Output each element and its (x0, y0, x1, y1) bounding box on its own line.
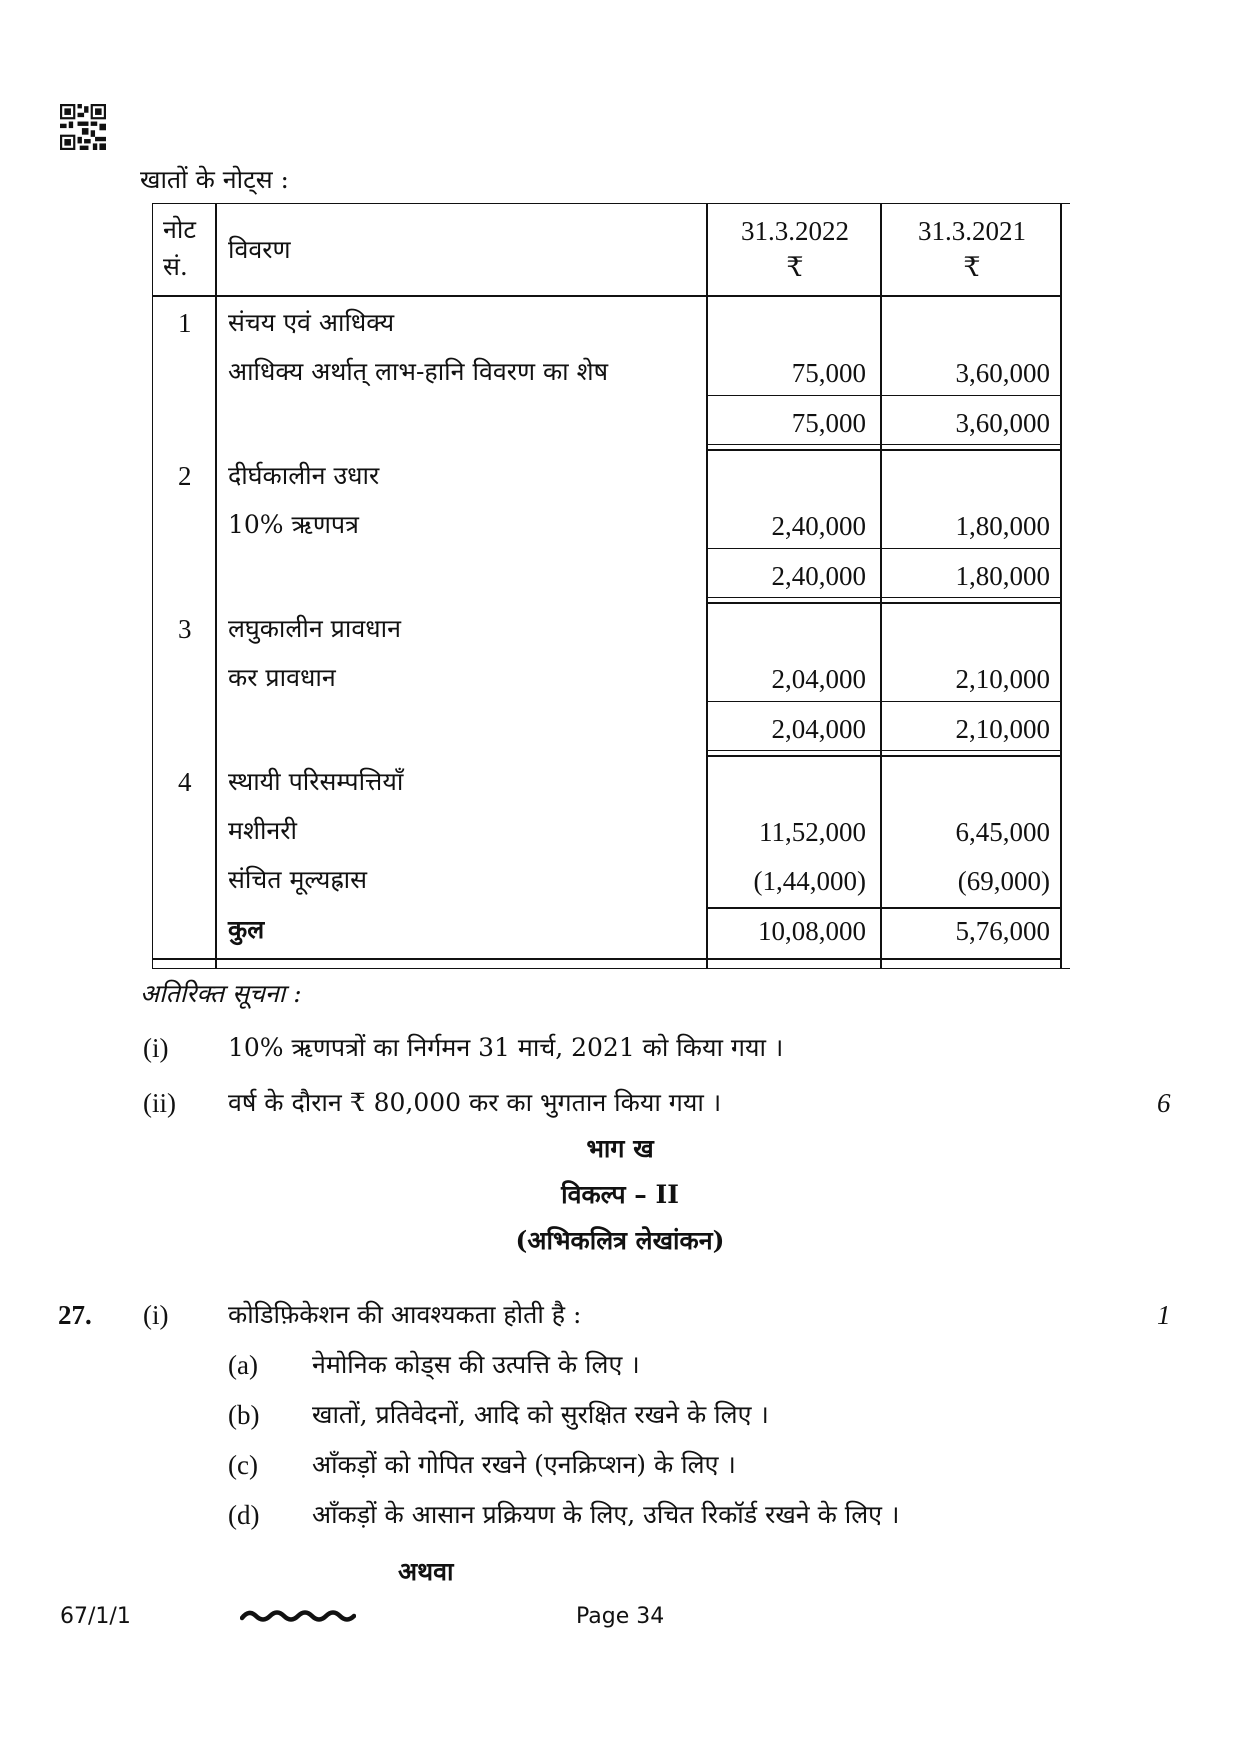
question-marks: 1 (1157, 1300, 1171, 1330)
note-row-label: 10% ऋणपत्र (228, 510, 359, 539)
option-text: आँकड़ों के आसान प्रक्रियण के लिए, उचित रिकॉर्ड रखने के लिए । (312, 1500, 900, 1529)
note-total-2022: 75,000 (791, 408, 866, 438)
double-rule (706, 602, 1062, 604)
header-col1-unit: ₹ (786, 252, 804, 282)
note-row-value-2022: 2,40,000 (771, 511, 866, 541)
double-rule (706, 449, 1062, 451)
note-row-value-2022: 75,000 (791, 358, 866, 388)
note-row-value-2022: (1,44,000) (753, 866, 866, 896)
table-divider (215, 203, 217, 969)
table-bottom-rule (152, 958, 1062, 960)
question-text: कोडिफ़िकेशन की आवश्यकता होती है : (228, 1300, 582, 1329)
header-col2-date: 31.3.2021 (918, 216, 1026, 246)
note-total-2021: 5,76,000 (955, 916, 1050, 946)
note-title: स्थायी परिसम्पत्तियाँ (228, 767, 404, 796)
info-text: 10% ऋणपत्रों का निर्गमन 31 मार्च, 2021 को किया गया । (228, 1033, 784, 1062)
double-rule (706, 755, 1062, 757)
note-row-label: कर प्रावधान (228, 663, 336, 692)
additional-info-heading: अतिरिक्त सूचना : (140, 979, 302, 1008)
total-rule (706, 907, 1062, 909)
info-text: वर्ष के दौरान ₹ 80,000 कर का भुगतान किया गया । (228, 1088, 722, 1117)
note-total-label: कुल (228, 915, 265, 944)
header-particulars: विवरण (228, 235, 291, 264)
footer-page: Page 34 (576, 1604, 665, 1629)
note-row-value-2021: 1,80,000 (955, 511, 1050, 541)
note-row-label: संचित मूल्यह्रास (228, 865, 367, 894)
note-total-2022: 10,08,000 (758, 916, 866, 946)
info-marker: (ii) (143, 1088, 176, 1118)
option-marker: (d) (228, 1500, 260, 1530)
question-number: 27. (58, 1300, 92, 1330)
note-row-value-2021: 2,10,000 (955, 664, 1050, 694)
note-row-label: मशीनरी (228, 816, 298, 845)
note-number: 2 (178, 461, 192, 491)
note-total-2021: 2,10,000 (955, 714, 1050, 744)
note-row-value-2021: 3,60,000 (955, 358, 1050, 388)
marks: 6 (1157, 1088, 1171, 1118)
note-number: 1 (178, 308, 192, 338)
question-sub: (i) (143, 1300, 169, 1330)
option-marker: (b) (228, 1400, 260, 1430)
info-marker: (i) (143, 1033, 169, 1063)
notes-heading: खातों के नोट्स : (140, 165, 289, 194)
note-total-2021: 3,60,000 (955, 408, 1050, 438)
note-row-value-2021: (69,000) (957, 866, 1050, 896)
note-total-2021: 1,80,000 (955, 561, 1050, 591)
option-text: आँकड़ों को गोपित रखने (एनक्रिप्शन) के लिए । (312, 1450, 736, 1479)
tilde-ornament-icon (240, 1606, 356, 1626)
option-text: खातों, प्रतिवेदनों, आदि को सुरक्षित रखने के लिए । (312, 1400, 769, 1429)
footer-code: 67/1/1 (60, 1604, 131, 1629)
note-total-2022: 2,40,000 (771, 561, 866, 591)
option-marker: (a) (228, 1350, 258, 1380)
note-row-value-2022: 11,52,000 (759, 817, 866, 847)
note-title: दीर्घकालीन उधार (228, 461, 380, 490)
option-text: नेमोनिक कोड्स की उत्पत्ति के लिए । (312, 1350, 640, 1379)
note-title: लघुकालीन प्रावधान (228, 614, 401, 643)
note-row-value-2021: 6,45,000 (955, 817, 1050, 847)
header-col2-unit: ₹ (963, 252, 981, 282)
table-header-rule (152, 295, 1062, 297)
option-marker: (c) (228, 1450, 258, 1480)
section-subtitle: (अभिकलित्र लेखांकन) (515, 1226, 725, 1255)
or-label: अथवा (398, 1557, 454, 1586)
section-part: भाग ख (586, 1134, 654, 1163)
header-note-no-line1: नोट (163, 215, 196, 244)
header-note-no-line2: सं. (163, 252, 188, 281)
note-number: 4 (178, 767, 192, 797)
note-title: संचय एवं आधिक्य (228, 308, 395, 337)
note-number: 3 (178, 614, 192, 644)
note-total-2022: 2,04,000 (771, 714, 866, 744)
header-col1-date: 31.3.2022 (741, 216, 849, 246)
note-row-value-2022: 2,04,000 (771, 664, 866, 694)
note-row-label: आधिक्य अर्थात् लाभ-हानि विवरण का शेष (228, 357, 609, 386)
qr-code-icon (60, 104, 106, 150)
section-option: विकल्प – II (561, 1180, 679, 1209)
